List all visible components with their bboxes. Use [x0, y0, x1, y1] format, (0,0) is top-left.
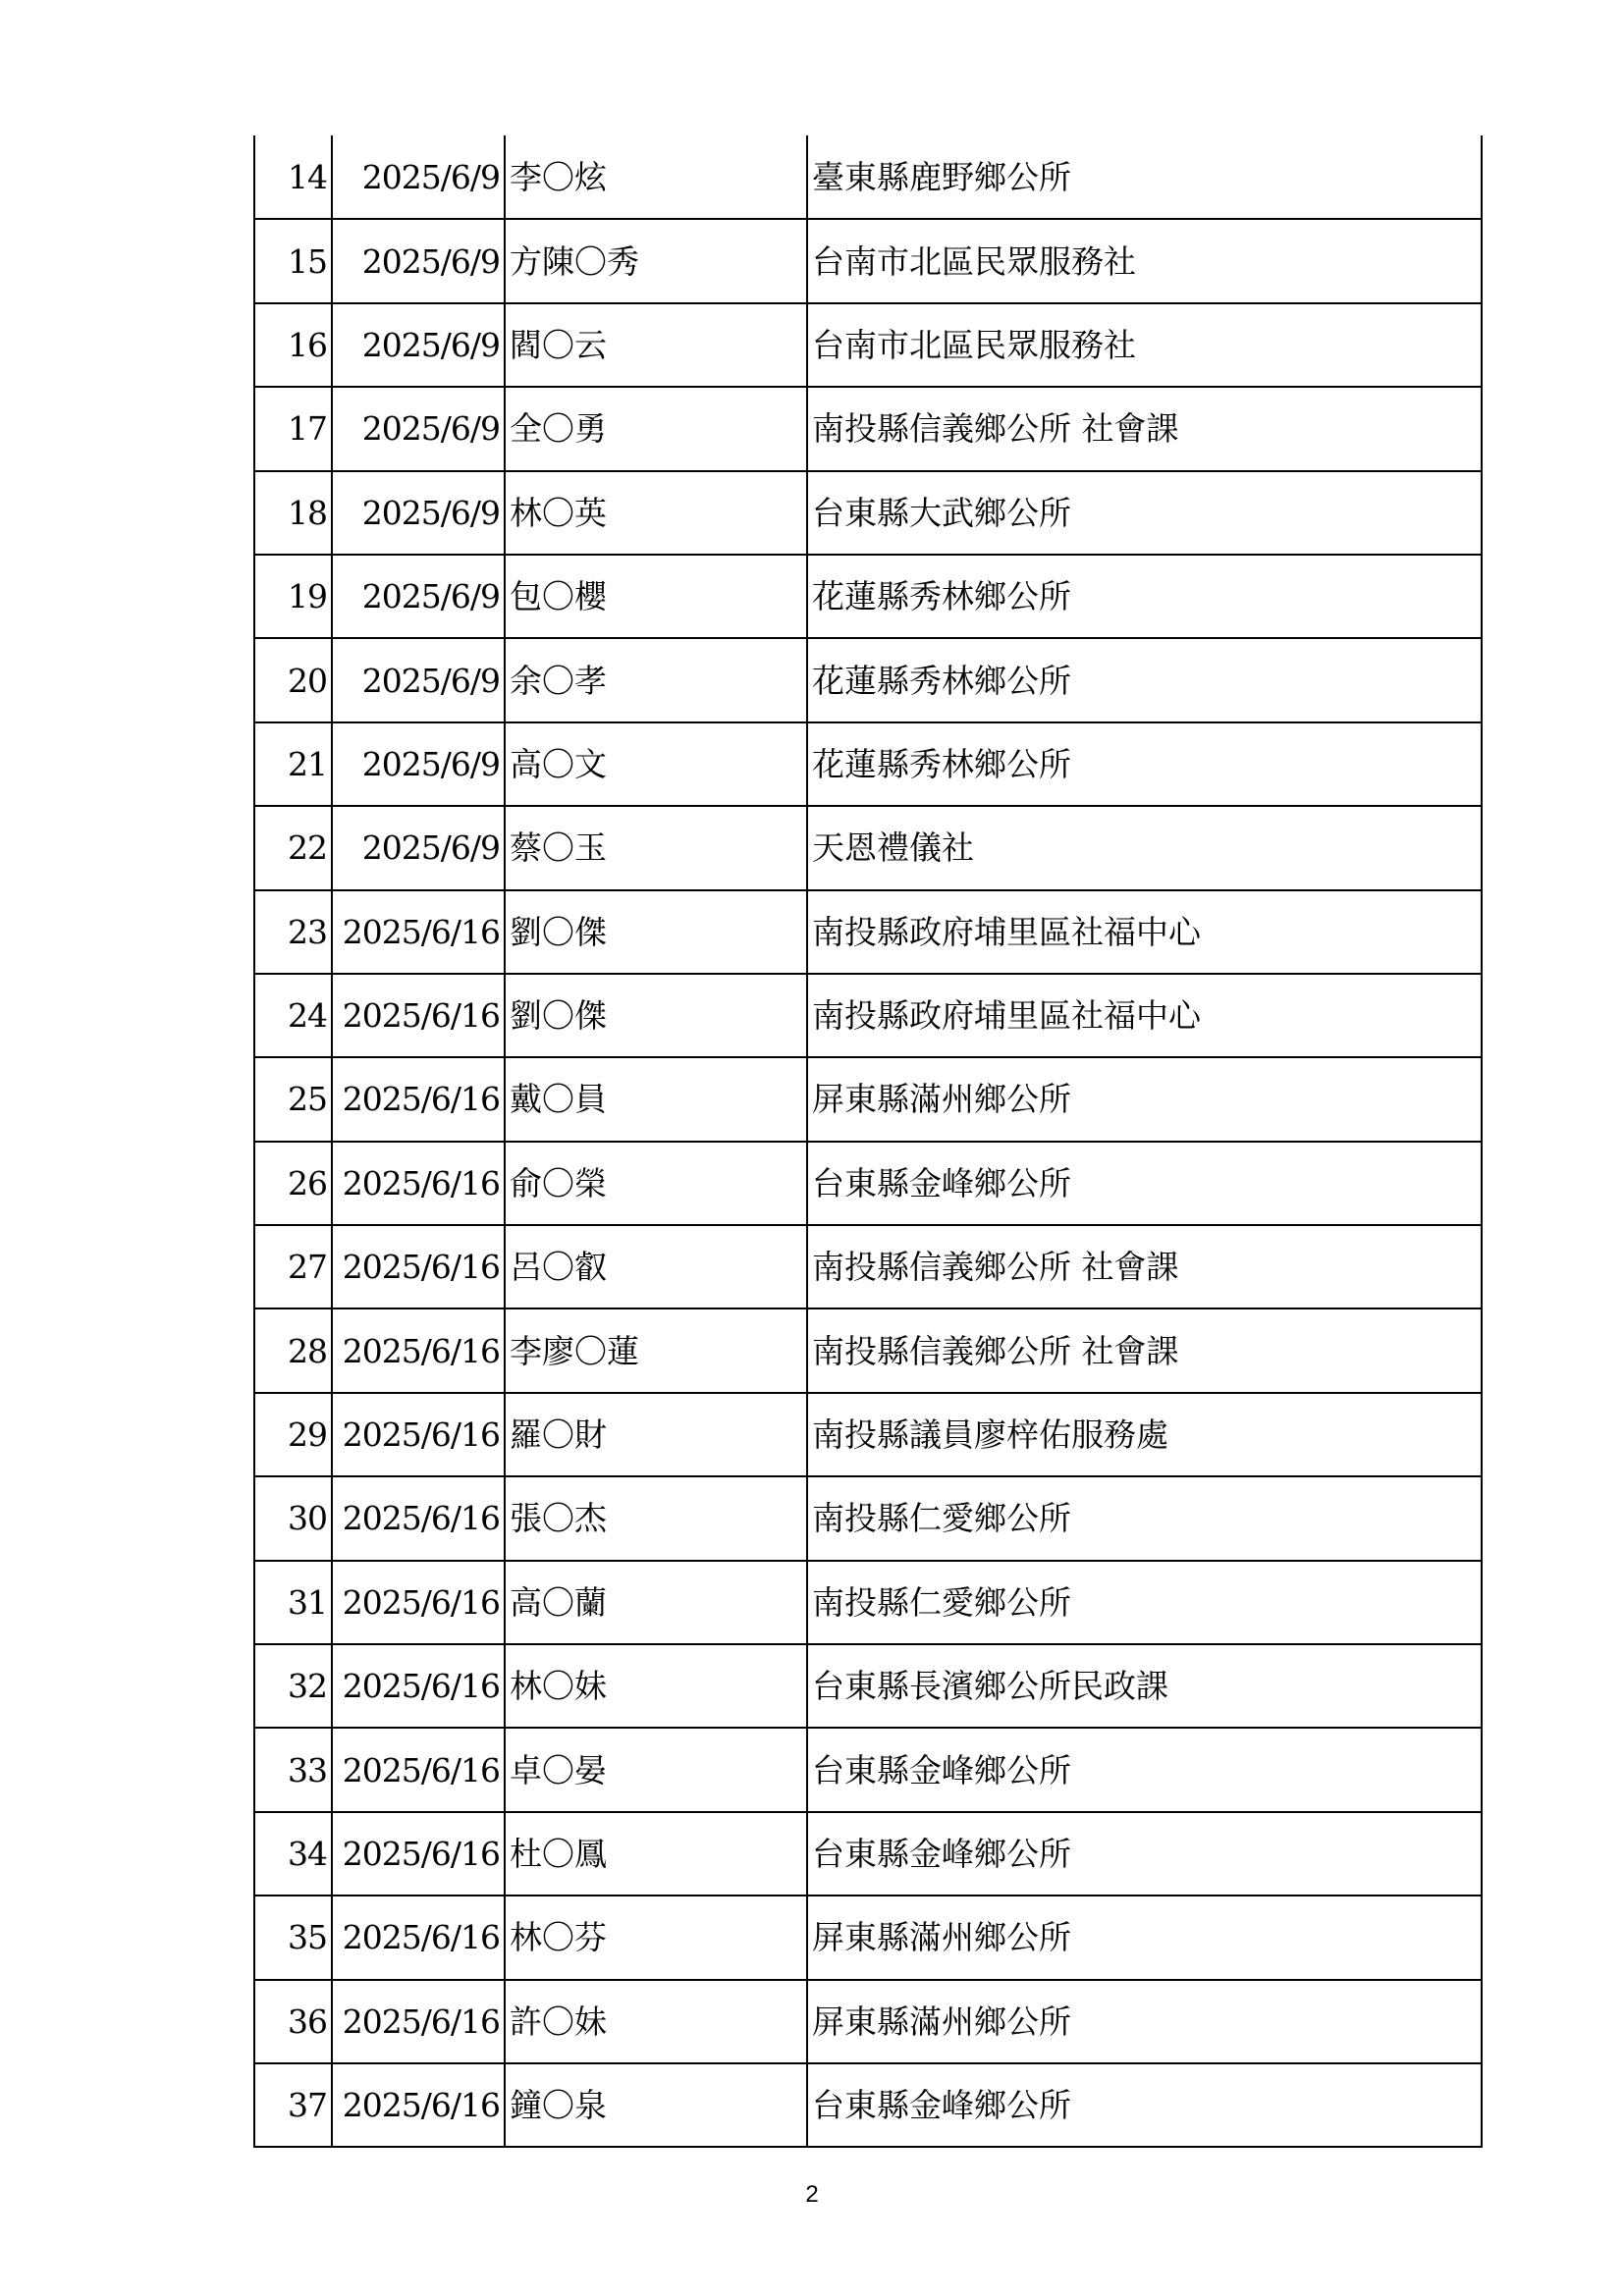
row-number: 22 [254, 806, 332, 889]
row-date: 2025/6/16 [332, 1812, 505, 1896]
row-number: 35 [254, 1896, 332, 1979]
row-organization: 南投縣政府埔里區社福中心 [807, 890, 1482, 974]
row-name: 高〇蘭 [505, 1561, 807, 1644]
row-name: 劉〇傑 [505, 890, 807, 974]
table-row [254, 974, 1482, 1057]
table-row [254, 1308, 1482, 1392]
row-date: 2025/6/9 [332, 806, 505, 889]
row-date: 2025/6/16 [332, 1728, 505, 1811]
row-organization: 天恩禮儀社 [807, 806, 1482, 889]
row-name: 呂〇叡 [505, 1225, 807, 1308]
row-name: 許〇妹 [505, 1980, 807, 2063]
row-date: 2025/6/9 [332, 722, 505, 806]
table-row [254, 219, 1482, 302]
row-organization: 台東縣長濱鄉公所民政課 [807, 1644, 1482, 1728]
row-number: 36 [254, 1980, 332, 2063]
row-name: 羅〇財 [505, 1393, 807, 1476]
row-number: 28 [254, 1308, 332, 1392]
row-number: 17 [254, 387, 332, 470]
table-row [254, 806, 1482, 889]
row-number: 18 [254, 471, 332, 555]
row-name: 劉〇傑 [505, 974, 807, 1057]
records-table-body [254, 135, 1482, 2147]
table-row [254, 2063, 1482, 2147]
row-organization: 花蓮縣秀林鄉公所 [807, 722, 1482, 806]
row-organization: 南投縣信義鄉公所 社會課 [807, 1308, 1482, 1392]
row-name: 杜〇鳳 [505, 1812, 807, 1896]
table-row [254, 722, 1482, 806]
row-date: 2025/6/9 [332, 555, 505, 638]
row-date: 2025/6/16 [332, 1644, 505, 1728]
table-row [254, 1476, 1482, 1560]
row-number: 19 [254, 555, 332, 638]
row-date: 2025/6/16 [332, 890, 505, 974]
table-row [254, 303, 1482, 387]
row-organization: 台東縣金峰鄉公所 [807, 1728, 1482, 1811]
row-name: 閻〇云 [505, 303, 807, 387]
row-organization: 台東縣金峰鄉公所 [807, 2063, 1482, 2147]
row-date: 2025/6/9 [332, 471, 505, 555]
row-organization: 台東縣大武鄉公所 [807, 471, 1482, 555]
table-row [254, 890, 1482, 974]
row-date: 2025/6/16 [332, 2063, 505, 2147]
table-row [254, 1225, 1482, 1308]
table-row [254, 471, 1482, 555]
row-organization: 南投縣議員廖梓佑服務處 [807, 1393, 1482, 1476]
row-name: 林〇妹 [505, 1644, 807, 1728]
table-row [254, 1393, 1482, 1476]
records-sheet [253, 135, 1481, 2148]
row-number: 30 [254, 1476, 332, 1560]
row-number: 32 [254, 1644, 332, 1728]
row-number: 29 [254, 1393, 332, 1476]
row-date: 2025/6/9 [332, 303, 505, 387]
table-row [254, 555, 1482, 638]
row-name: 張〇杰 [505, 1476, 807, 1560]
row-number: 23 [254, 890, 332, 974]
row-date: 2025/6/16 [332, 1142, 505, 1225]
row-date: 2025/6/9 [332, 135, 505, 219]
row-organization: 台南市北區民眾服務社 [807, 303, 1482, 387]
row-date: 2025/6/16 [332, 1057, 505, 1141]
row-number: 14 [254, 135, 332, 219]
row-number: 20 [254, 638, 332, 721]
row-organization: 台東縣金峰鄉公所 [807, 1812, 1482, 1896]
row-name: 林〇芬 [505, 1896, 807, 1979]
row-organization: 南投縣仁愛鄉公所 [807, 1561, 1482, 1644]
table-row [254, 1644, 1482, 1728]
row-name: 李廖〇蓮 [505, 1308, 807, 1392]
row-organization: 屏東縣滿州鄉公所 [807, 1980, 1482, 2063]
row-date: 2025/6/16 [332, 1308, 505, 1392]
row-name: 方陳〇秀 [505, 219, 807, 302]
row-date: 2025/6/16 [332, 974, 505, 1057]
row-number: 16 [254, 303, 332, 387]
row-number: 31 [254, 1561, 332, 1644]
row-number: 25 [254, 1057, 332, 1141]
table-row [254, 1812, 1482, 1896]
table-row [254, 387, 1482, 470]
table-row [254, 1561, 1482, 1644]
row-organization: 南投縣信義鄉公所 社會課 [807, 1225, 1482, 1308]
row-name: 李〇炫 [505, 135, 807, 219]
row-name: 全〇勇 [505, 387, 807, 470]
row-organization: 臺東縣鹿野鄉公所 [807, 135, 1482, 219]
table-row [254, 1980, 1482, 2063]
row-date: 2025/6/16 [332, 1393, 505, 1476]
row-name: 卓〇晏 [505, 1728, 807, 1811]
page-number: 2 [805, 2181, 819, 2208]
row-date: 2025/6/16 [332, 1980, 505, 2063]
row-organization: 南投縣信義鄉公所 社會課 [807, 387, 1482, 470]
row-organization: 屏東縣滿州鄉公所 [807, 1057, 1482, 1141]
row-number: 24 [254, 974, 332, 1057]
table-row [254, 1896, 1482, 1979]
records-table [253, 135, 1483, 2148]
row-number: 27 [254, 1225, 332, 1308]
row-date: 2025/6/9 [332, 219, 505, 302]
row-date: 2025/6/16 [332, 1476, 505, 1560]
row-organization: 屏東縣滿州鄉公所 [807, 1896, 1482, 1979]
row-name: 包〇櫻 [505, 555, 807, 638]
row-number: 15 [254, 219, 332, 302]
table-row [254, 1728, 1482, 1811]
table-row [254, 1142, 1482, 1225]
row-organization: 台南市北區民眾服務社 [807, 219, 1482, 302]
row-name: 俞〇榮 [505, 1142, 807, 1225]
row-organization: 花蓮縣秀林鄉公所 [807, 555, 1482, 638]
table-row [254, 1057, 1482, 1141]
row-name: 戴〇員 [505, 1057, 807, 1141]
row-organization: 南投縣政府埔里區社福中心 [807, 974, 1482, 1057]
row-organization: 台東縣金峰鄉公所 [807, 1142, 1482, 1225]
row-date: 2025/6/9 [332, 387, 505, 470]
row-date: 2025/6/16 [332, 1561, 505, 1644]
row-organization: 花蓮縣秀林鄉公所 [807, 638, 1482, 721]
row-number: 34 [254, 1812, 332, 1896]
row-number: 26 [254, 1142, 332, 1225]
row-number: 37 [254, 2063, 332, 2147]
row-name: 余〇孝 [505, 638, 807, 721]
row-name: 高〇文 [505, 722, 807, 806]
row-date: 2025/6/9 [332, 638, 505, 721]
table-row [254, 638, 1482, 721]
row-name: 鐘〇泉 [505, 2063, 807, 2147]
row-number: 33 [254, 1728, 332, 1811]
row-name: 林〇英 [505, 471, 807, 555]
row-organization: 南投縣仁愛鄉公所 [807, 1476, 1482, 1560]
row-date: 2025/6/16 [332, 1225, 505, 1308]
row-number: 21 [254, 722, 332, 806]
table-row [254, 135, 1482, 219]
row-name: 蔡〇玉 [505, 806, 807, 889]
row-date: 2025/6/16 [332, 1896, 505, 1979]
